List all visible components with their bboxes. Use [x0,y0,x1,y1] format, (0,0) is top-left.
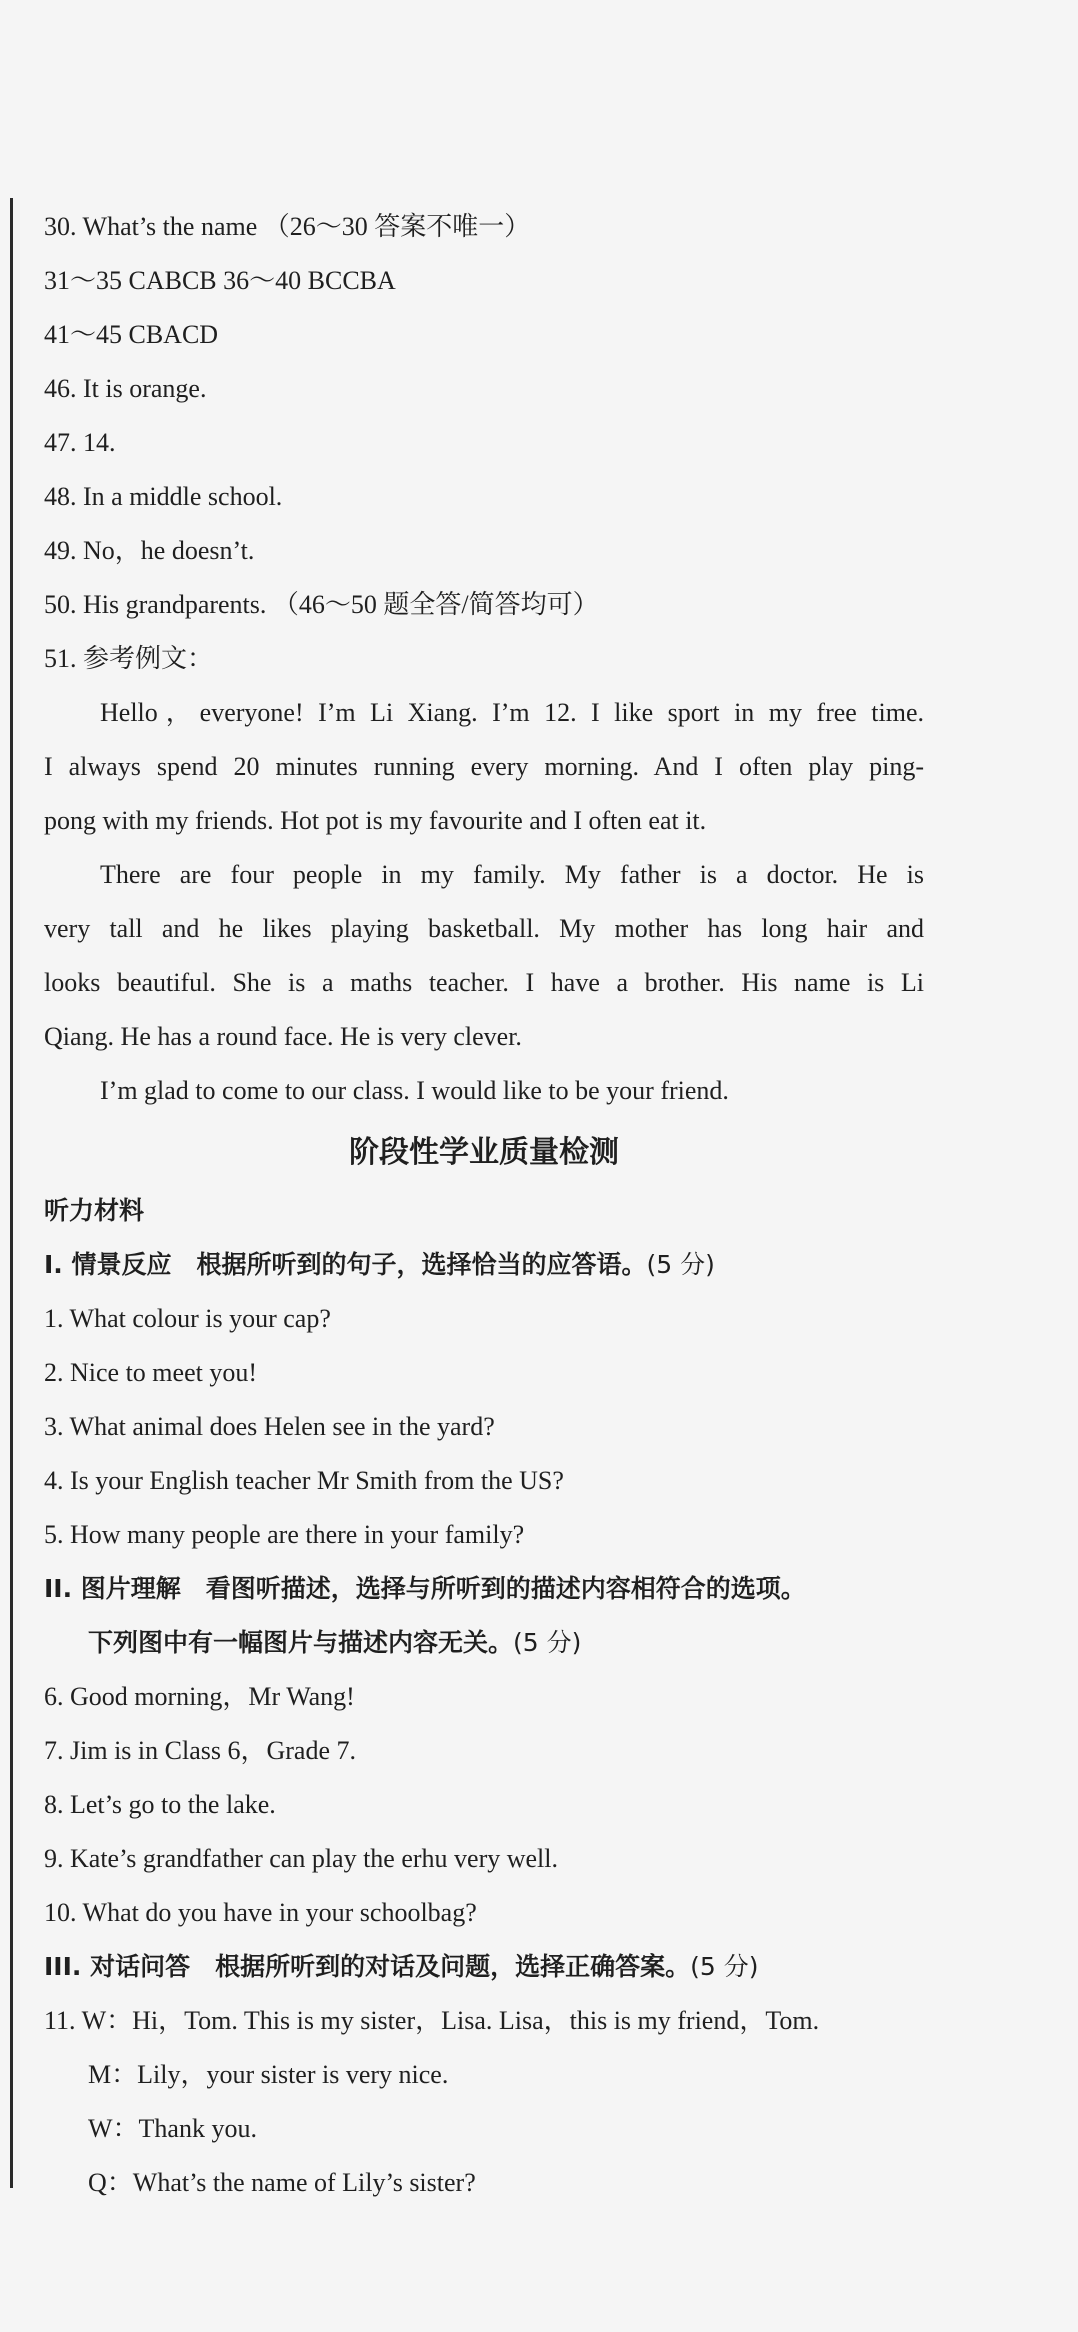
part1-heading-text: I. 情景反应 根据所听到的句子，选择恰当的应答语。 [44,1250,647,1279]
essay-line: Qiang. He has a round face. He is very clever. [44,1022,522,1051]
answer-30: 30. What’s the name （26～30 答案不唯一） [44,212,531,241]
part2-heading-line1: II. 图片理解 看图听描述，选择与所听到的描述内容相符合的选项。 [44,1574,806,1603]
part2-heading-line2 [44,1616,924,1670]
answer-47: 47. 14. [44,428,116,457]
essay-line: Hello，everyone! I’m Li Xiang. I’m 12. I like sport in my free time. [100,698,924,727]
essay-line: looks beautiful. She is a maths teacher. I have a brother. His name is Li [44,968,924,997]
part2-heading-text: 下列图中有一幅图片与描述内容无关。 [88,1628,514,1657]
answer-41-45: 41～45 CBACD [44,320,219,349]
listening-item: 5. How many people are there in your family? [44,1520,525,1549]
essay-line: There are four people in my family. My father is a doctor. He is [100,860,924,889]
answer-50: 50. His grandparents. （46～50 题全答/简答均可） [44,590,599,619]
section-title: 阶段性学业质量检测 [349,1135,619,1170]
part3-points: (5 分) [690,1952,759,1981]
answer-49: 49. No，he doesn’t. [44,536,255,565]
listening-item: 6. Good morning，Mr Wang! [44,1682,355,1711]
answer-31-40: 31～35 CABCB 36～40 BCCBA [44,266,396,295]
listening-item: 9. Kate’s grandfather can play the erhu very well. [44,1844,559,1873]
listening-item: 2. Nice to meet you! [44,1358,257,1387]
dialogue-line: W：Thank you. [88,2114,257,2143]
essay-paragraph-2 [44,848,924,1064]
part3-heading-text: III. 对话问答 根据所听到的对话及问题，选择正确答案。 [44,1952,691,1981]
section-subtitle: 听力材料 [44,1196,145,1225]
part1-points: (5 分) [646,1250,715,1279]
answer-51-label: 51. 参考例文： [44,644,214,673]
listening-item: 7. Jim is in Class 6，Grade 7. [44,1736,356,1765]
essay-paragraph-3 [44,1064,924,1118]
dialogue-line: Q：What’s the name of Lily’s sister? [88,2168,476,2197]
answer-48: 48. In a middle school. [44,482,283,511]
essay-paragraph-1 [44,686,924,848]
essay-line: I always spend 20 minutes running every morning. And I often play ping- [44,752,924,781]
part3-heading [44,1940,924,1994]
essay-line: pong with my friends. Hot pot is my favourite and I often eat it. [44,806,707,835]
listening-item: 10. What do you have in your schoolbag? [44,1898,477,1927]
listening-item: 3. What animal does Helen see in the yard? [44,1412,495,1441]
listening-item: 1. What colour is your cap? [44,1304,331,1333]
part1-heading [44,1238,924,1292]
answer-46: 46. It is orange. [44,374,207,403]
listening-item: 8. Let’s go to the lake. [44,1790,276,1819]
margin-rule [10,198,13,2188]
document-content [44,200,924,2210]
essay-line: I’m glad to come to our class. I would like to be your friend. [100,1076,729,1105]
part2-points: (5 分) [513,1628,582,1657]
essay-line: very tall and he likes playing basketball. My mother has long hair and [44,914,924,943]
dialogue-line: 11. W：Hi，Tom. This is my sister，Lisa. Lisa，this is my friend，Tom. [44,2006,820,2035]
dialogue-line: M：Lily，your sister is very nice. [88,2060,449,2089]
listening-item: 4. Is your English teacher Mr Smith from the US? [44,1466,564,1495]
